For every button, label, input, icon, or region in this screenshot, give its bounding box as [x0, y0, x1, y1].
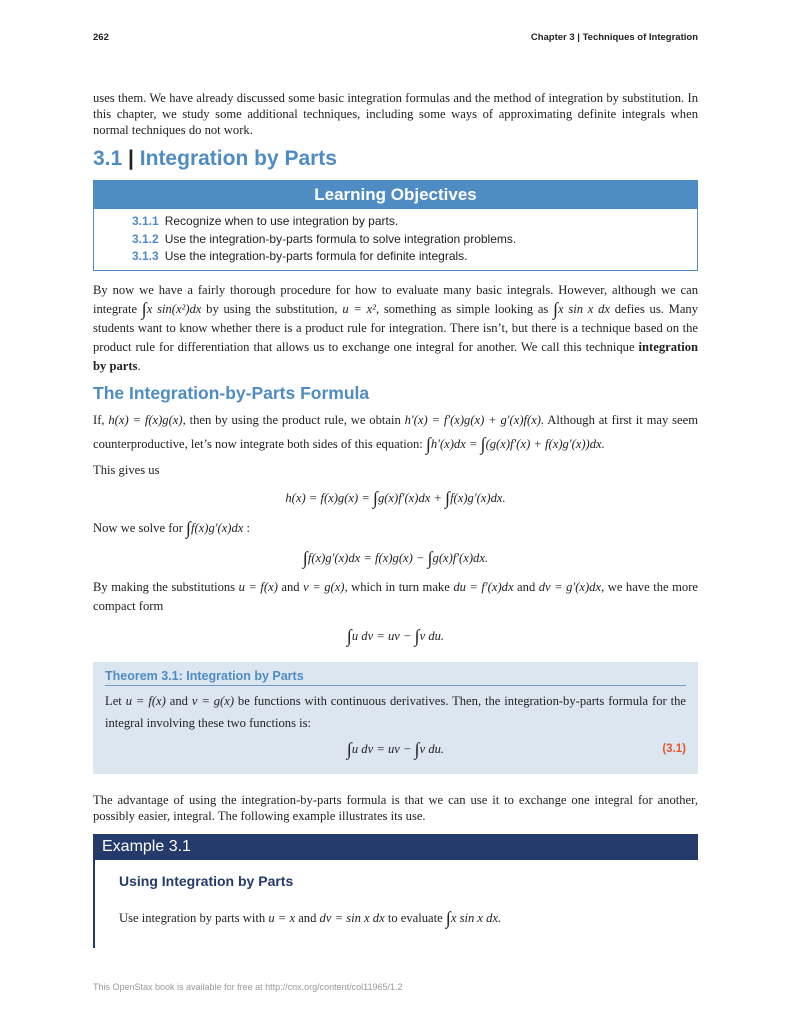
text-span: u = f(x) [238, 579, 278, 594]
text-span: dv = sin x dx [319, 910, 385, 925]
text-span: by using the substitution, [201, 301, 343, 316]
text-span [445, 907, 502, 928]
section-heading [93, 146, 698, 172]
text-span: By making the substitutions [93, 579, 239, 594]
equation-number: (3.1) [662, 742, 686, 755]
text-span: Use integration by parts with [119, 910, 269, 925]
text-span [425, 433, 605, 454]
text-span: then by using the product rule, we obtain [185, 412, 405, 427]
text-span: and [277, 579, 304, 594]
objective-item [132, 231, 697, 249]
integral-icon: ∫ [373, 487, 378, 508]
equation-2 [93, 548, 698, 568]
page-number: 262 [93, 32, 109, 43]
text-span: x sin(x²)dx [146, 301, 202, 316]
this-gives-us: This gives us [93, 462, 160, 477]
text-span: v = g(x) [191, 693, 235, 708]
integral-icon: ∫ [346, 738, 352, 759]
text-span: v du. [419, 628, 445, 643]
integral-icon: ∫ [141, 298, 147, 319]
objective-number: 3.1.1 [132, 214, 159, 228]
integral-icon: ∫ [445, 487, 451, 508]
text-span: . [137, 358, 141, 373]
objective-text: Use the integration-by-parts formula for definite integrals. [164, 249, 468, 263]
integral-icon: ∫ [186, 517, 191, 538]
paragraph-advantage: The advantage of using the integration-by-parts formula is that we can use it to exchange one integral for another, possibly easier, integral. The following example illustrates its use. [93, 792, 698, 823]
footer: This OpenStax book is available for free at http://cnx.org/content/col11965/1.2 [93, 982, 403, 992]
example-title: Example 3.1 [102, 837, 191, 855]
section-number: 3.1 [93, 147, 123, 170]
equation-compact [93, 626, 698, 646]
text-span [553, 298, 610, 319]
text-span: and [513, 579, 539, 594]
text-span: u = f(x) [125, 693, 166, 708]
text-span: h(x) = f(x)g(x), [108, 412, 186, 427]
text-span: x sin x dx [558, 301, 610, 316]
text-span: u = x [268, 910, 296, 925]
text-span: : [243, 520, 251, 535]
objective-item [132, 248, 697, 266]
separator: | [128, 147, 134, 170]
text-span: defies us. Many students want to know whether there is a product rule for integration. There isn’t, but there is a technique based on the product rule for differentiation that allows us to exchange one integral for another. We call this technique [93, 301, 698, 354]
learning-objectives-box [93, 180, 698, 271]
integral-icon: ∫ [445, 907, 451, 928]
integral-icon: ∫ [425, 433, 431, 454]
objective-text: Recognize when to use integration by parts. [164, 214, 399, 228]
text-span: h(x) = f(x)g(x) = [285, 490, 373, 505]
theorem-title: Theorem 3.1: Integration by Parts [105, 668, 686, 686]
text-span: x sin x dx. [450, 910, 502, 925]
text-span [186, 517, 244, 538]
theorem-equation-row [105, 738, 686, 760]
text-span: be functions with continuous derivatives. Then, the integration-by-parts formula for the integral involving these two functions is: [105, 693, 686, 730]
integral-icon: ∫ [302, 547, 308, 568]
text-span: Although at first it may seem counterproductive, let’s now integrate both sides of this equation: [93, 412, 699, 451]
integral-icon: ∫ [427, 547, 433, 568]
integral-icon: ∫ [414, 625, 420, 646]
section-title: Integration by Parts [139, 147, 337, 170]
text-span: f(x)g′(x)dx. [450, 490, 506, 505]
text-span: Let [105, 693, 126, 708]
text-span: If, [93, 412, 109, 427]
text-span: which in turn make [347, 579, 454, 594]
theorem-body [105, 690, 686, 734]
objective-text: Use the integration-by-parts formula to solve integration problems. [164, 231, 517, 246]
text-span: and [295, 910, 320, 925]
solve-for-line [93, 518, 698, 538]
running-header: Chapter 3 | Techniques of Integration [530, 32, 698, 43]
integral-icon: ∫ [553, 298, 558, 319]
text-span: u dv = uv − [351, 628, 415, 643]
text-span: u = x², [342, 301, 380, 316]
text-span: u dv = uv − [351, 741, 415, 756]
text-span: g(x)f′(x)dx + [377, 490, 446, 505]
example-body [93, 860, 698, 948]
text-span: Now we solve for [93, 520, 187, 535]
text-span: integration by parts [93, 339, 698, 373]
objective-number: 3.1.2 [132, 231, 159, 246]
text-span: v du. [419, 741, 445, 756]
example-subtitle: Using Integration by Parts [119, 872, 294, 889]
text-span: h′(x)dx = [430, 436, 481, 451]
text-span: f(x)g′(x)dx [190, 520, 244, 535]
content [93, 90, 698, 948]
text-span: dv = g′(x)dx, [538, 579, 605, 594]
integral-icon: ∫ [414, 738, 420, 759]
text-span: we have the more compact form [93, 579, 698, 613]
integral-icon: ∫ [480, 433, 486, 454]
text-span: h′(x) = f′(x)g(x) + g′(x)f(x). [404, 412, 545, 427]
paragraph-product-rule [93, 408, 698, 456]
text-span: something as simple looking as [379, 301, 554, 316]
text-span: v = g(x), [303, 579, 348, 594]
equation-1 [93, 488, 698, 508]
text-span: g(x)f′(x)dx. [432, 550, 489, 565]
theorem-equation [346, 738, 445, 759]
text-span: to evaluate [384, 910, 446, 925]
text-span: By now we have a fairly thorough procedure for how to evaluate many basic integrals. However, although we can integrate [93, 282, 698, 316]
objective-item [132, 213, 697, 231]
text-span: du = f′(x)dx [453, 579, 514, 594]
text-span: (g(x)f′(x) + f(x)g′(x))dx. [485, 436, 605, 451]
example-problem [119, 908, 698, 928]
integral-icon: ∫ [346, 625, 352, 646]
subsection-heading: The Integration-by-Parts Formula [93, 382, 370, 403]
text-span [141, 298, 202, 319]
text-span: f(x)g′(x)dx = f(x)g(x) − [307, 550, 428, 565]
intro-paragraph: uses them. We have already discussed some basic integration formulas and the method of integration by substitution. In this chapter, we study some additional techniques, including some ways of approximating definite integrals when normal techniques do not work. [93, 91, 698, 137]
paragraph-intro-parts [93, 281, 698, 376]
objectives-list [132, 213, 697, 266]
objective-number: 3.1.3 [132, 249, 159, 263]
paragraph-substitutions [93, 578, 698, 616]
theorem-box [93, 662, 698, 774]
learning-objectives-title: Learning Objectives [94, 181, 697, 209]
example-header [93, 834, 698, 860]
text-span: and [165, 693, 192, 708]
